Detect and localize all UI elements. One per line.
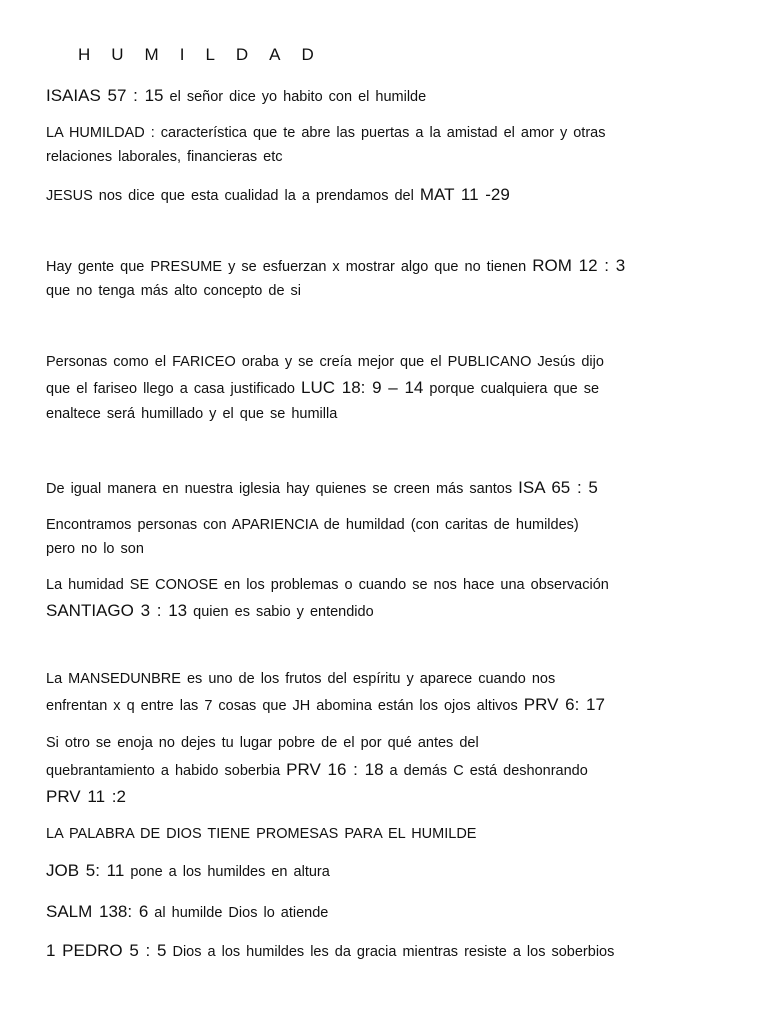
- page-title: HUMILDAD: [78, 45, 335, 64]
- line-humildad-def: LA HUMILDAD : característica que te abre las puertas a la amistad el amor y otras: [46, 125, 606, 141]
- line-presume: Hay gente que PRESUME y se esfuerzan x mostrar algo que no tienen ROM 12 : 3: [46, 256, 626, 275]
- line-quebrantamiento: quebrantamiento a habido soberbia PRV 16 : 18 a demás C está deshonrando: [46, 760, 588, 779]
- line-salm: SALM 138: 6 al humilde Dios lo atiende: [46, 902, 329, 921]
- line-pero: pero no lo son: [46, 541, 144, 557]
- line-conose: La humidad SE CONOSE en los problemas o cuando se nos hace una observación: [46, 577, 609, 593]
- line-fariseo: que el fariseo llego a casa justificado LUC 18: 9 – 14 porque cualquiera que se: [46, 378, 600, 397]
- line-enoja: Si otro se enoja no dejes tu lugar pobre de el por qué antes del: [46, 735, 479, 751]
- ref-salm-138-6: SALM 138: 6: [46, 902, 149, 921]
- ref-prv-11-2: PRV 11 :2: [46, 787, 126, 806]
- line-mansedunbre: La MANSEDUNBRE es uno de los frutos del espíritu y aparece cuando nos: [46, 671, 556, 687]
- line-enaltece: enaltece será humillado y el que se humilla: [46, 406, 338, 422]
- line-promesas: LA PALABRA DE DIOS TIENE PROMESAS PARA EL HUMILDE: [46, 826, 477, 842]
- ref-prv-16-18: PRV 16 : 18: [286, 760, 384, 779]
- line-apariencia: Encontramos personas con APARIENCIA de humildad (con caritas de humildes): [46, 517, 579, 533]
- line-isaias: ISAIAS 57 : 15 el señor dice yo habito con el humilde: [46, 86, 427, 105]
- line-concepto: que no tenga más alto concepto de si: [46, 283, 302, 299]
- ref-1-pedro-5-5: 1 PEDRO 5 : 5: [46, 941, 167, 960]
- ref-prv-6-17: PRV 6: 17: [523, 695, 605, 714]
- line-jesus: JESUS nos dice que esta cualidad la a prendamos del MAT 11 -29: [46, 185, 510, 204]
- line-santiago: SANTIAGO 3 : 13 quien es sabio y entendido: [46, 601, 374, 620]
- ref-mat-11-29: MAT 11 -29: [419, 185, 510, 204]
- ref-rom-12-3: ROM 12 : 3: [532, 256, 626, 275]
- ref-job-5-11: JOB 5: 11: [46, 861, 125, 880]
- line-enfrentan: enfrentan x q entre las 7 cosas que JH abomina están los ojos altivos PRV 6: 17: [46, 695, 605, 714]
- line-fariceo: Personas como el FARICEO oraba y se creía mejor que el PUBLICANO Jesús dijo: [46, 354, 604, 370]
- line-pedro: 1 PEDRO 5 : 5 Dios a los humildes les da gracia mientras resiste a los soberbios: [46, 941, 615, 960]
- line-job: JOB 5: 11 pone a los humildes en altura: [46, 861, 330, 880]
- line-iglesia: De igual manera en nuestra iglesia hay quienes se creen más santos ISA 65 : 5: [46, 478, 598, 497]
- ref-luc-18-9-14: LUC 18: 9 – 14: [301, 378, 424, 397]
- ref-isaias-57-15: ISAIAS 57 : 15: [46, 86, 164, 105]
- line-relaciones: relaciones laborales, financieras etc: [46, 149, 283, 165]
- ref-isa-65-5: ISA 65 : 5: [518, 478, 598, 497]
- ref-santiago-3-13: SANTIAGO 3 : 13: [46, 601, 188, 620]
